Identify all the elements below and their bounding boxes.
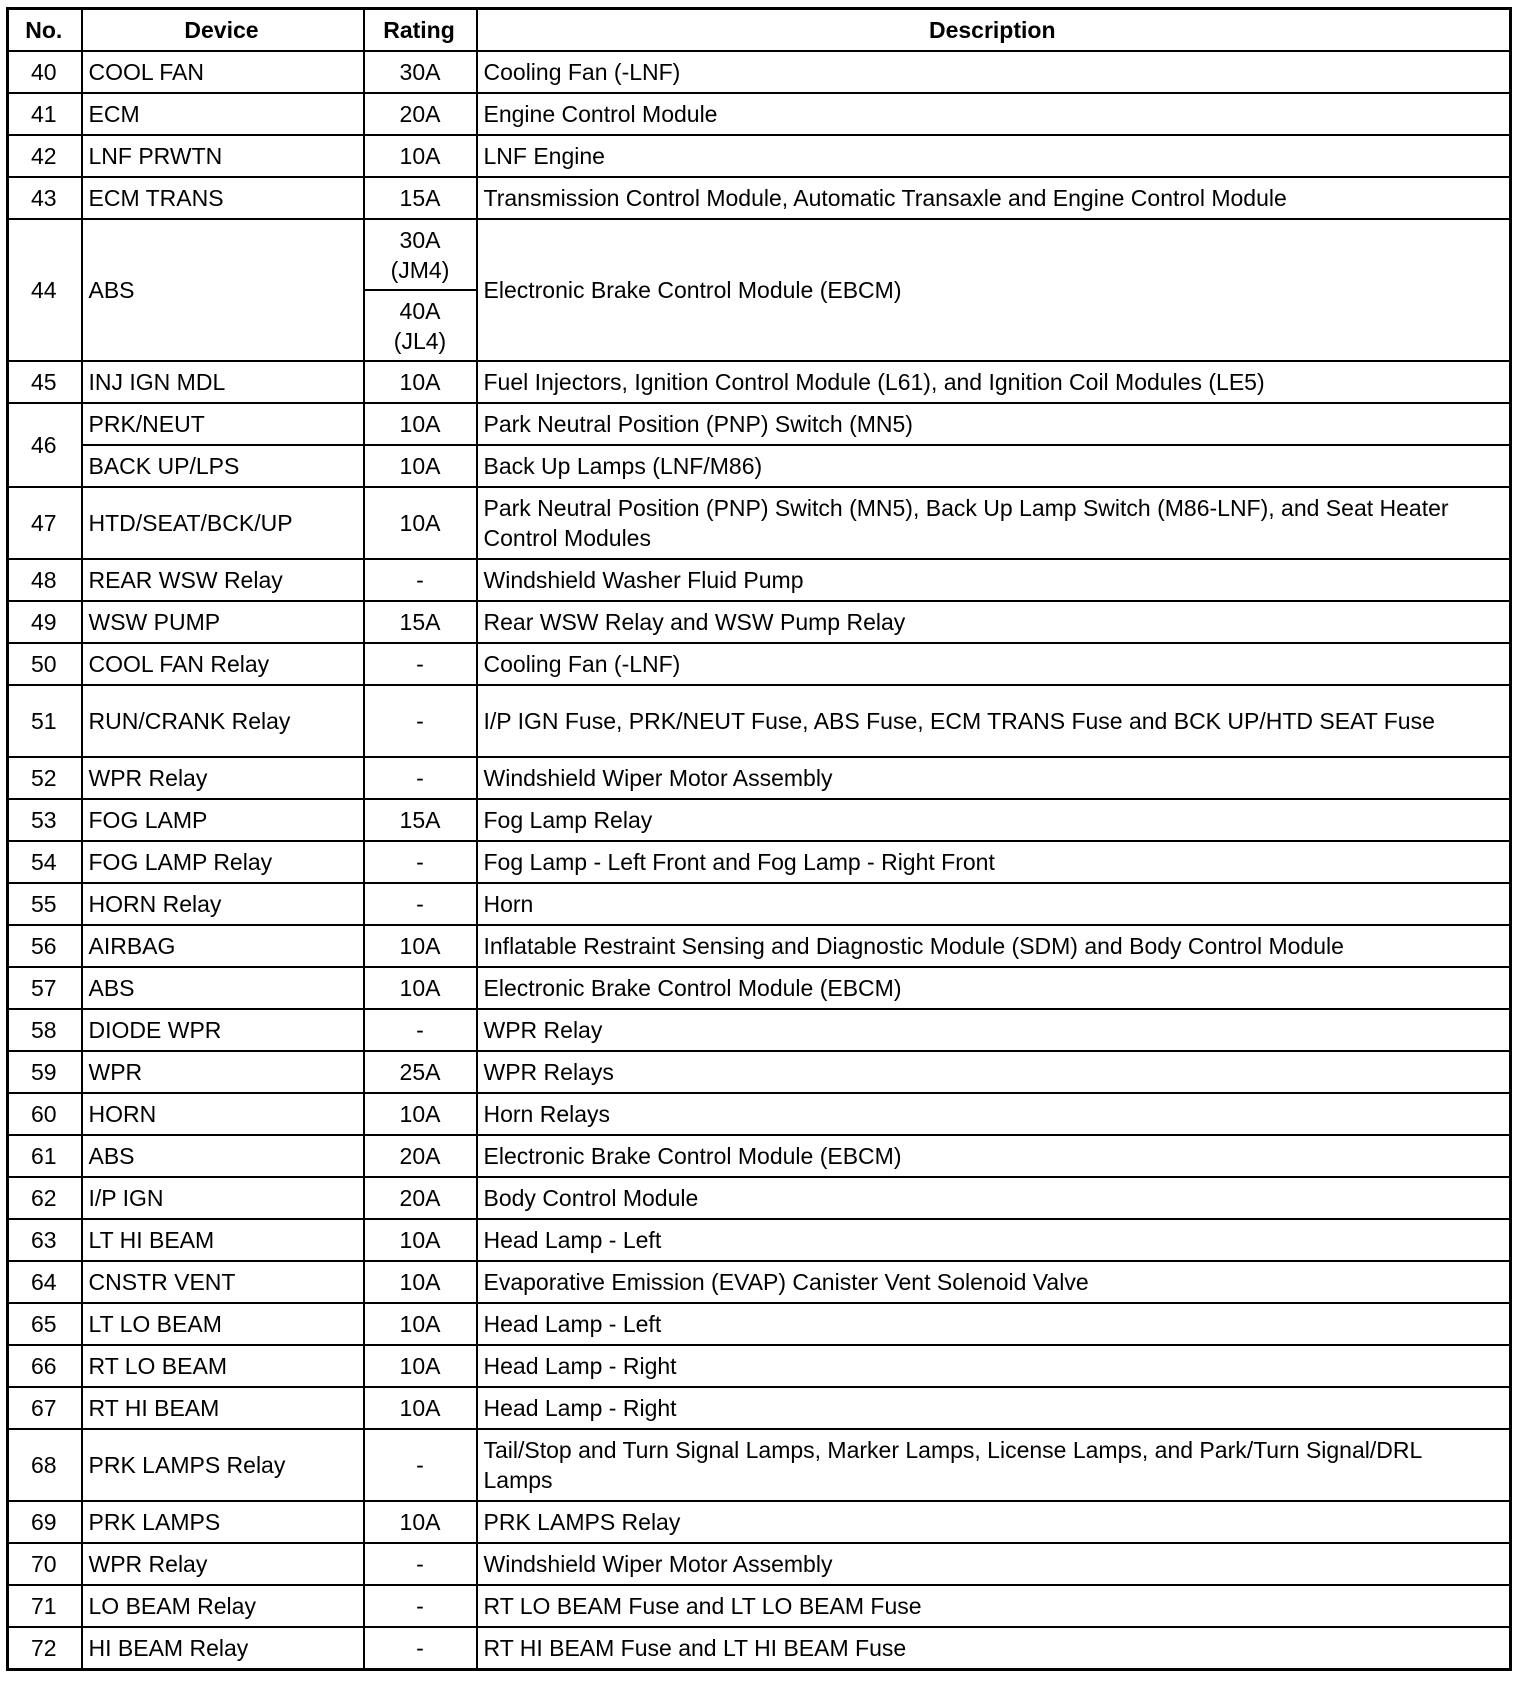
cell-device: AIRBAG: [82, 925, 364, 967]
cell-rating: -: [364, 883, 477, 925]
cell-rating: 10A: [364, 1501, 477, 1543]
cell-description: Windshield Wiper Motor Assembly: [477, 757, 1511, 799]
cell-no: 41: [8, 93, 82, 135]
cell-no: 44: [8, 219, 82, 361]
cell-rating: 15A: [364, 799, 477, 841]
cell-no: 67: [8, 1387, 82, 1429]
cell-rating: 30A: [364, 51, 477, 93]
table-row: [8, 135, 1511, 177]
cell-device: RUN/CRANK Relay: [82, 685, 364, 757]
cell-device: HORN Relay: [82, 883, 364, 925]
cell-description: Horn: [477, 883, 1511, 925]
cell-device: LO BEAM Relay: [82, 1585, 364, 1627]
table-row: [8, 925, 1511, 967]
cell-device: HORN: [82, 1093, 364, 1135]
cell-rating: 25A: [364, 1051, 477, 1093]
cell-device: ECM TRANS: [82, 177, 364, 219]
cell-device: INJ IGN MDL: [82, 361, 364, 403]
cell-no: 52: [8, 757, 82, 799]
cell-no: 47: [8, 487, 82, 559]
table-row: [8, 757, 1511, 799]
cell-rating: 15A: [364, 177, 477, 219]
cell-device: HTD/SEAT/BCK/UP: [82, 487, 364, 559]
table-row: [8, 1345, 1511, 1387]
cell-rating: -: [364, 1009, 477, 1051]
cell-rating: 10A: [364, 403, 477, 445]
table-row: [8, 1303, 1511, 1345]
cell-no: 60: [8, 1093, 82, 1135]
cell-rating: -: [364, 1627, 477, 1669]
table-row: [8, 1501, 1511, 1543]
cell-device: WPR Relay: [82, 1543, 364, 1585]
table-row: [8, 1429, 1511, 1501]
cell-description: Fog Lamp - Left Front and Fog Lamp - Right Front: [477, 841, 1511, 883]
cell-description: Fog Lamp Relay: [477, 799, 1511, 841]
cell-no: 69: [8, 1501, 82, 1543]
cell-no: 66: [8, 1345, 82, 1387]
cell-no: 71: [8, 1585, 82, 1627]
table-row: [8, 1627, 1511, 1669]
fuse-table: [6, 7, 1512, 1671]
cell-rating: -: [364, 841, 477, 883]
cell-description: Back Up Lamps (LNF/M86): [477, 445, 1511, 487]
cell-device: WSW PUMP: [82, 601, 364, 643]
table-row: [8, 51, 1511, 93]
cell-rating: 10A: [364, 487, 477, 559]
table-row: [8, 1177, 1511, 1219]
cell-device: ECM: [82, 93, 364, 135]
cell-description: Park Neutral Position (PNP) Switch (MN5), Back Up Lamp Switch (M86-LNF), and Seat Heater Control Modules: [477, 487, 1511, 559]
cell-device: COOL FAN: [82, 51, 364, 93]
table-row: [8, 967, 1511, 1009]
cell-description: Electronic Brake Control Module (EBCM): [477, 1135, 1511, 1177]
table-row: [8, 1219, 1511, 1261]
cell-device: PRK LAMPS Relay: [82, 1429, 364, 1501]
cell-device: WPR Relay: [82, 757, 364, 799]
cell-device: COOL FAN Relay: [82, 643, 364, 685]
table-row: [8, 1051, 1511, 1093]
table-row: [8, 361, 1511, 403]
cell-device: LNF PRWTN: [82, 135, 364, 177]
header-no: No.: [8, 9, 82, 52]
table-row: [8, 559, 1511, 601]
table-row: [8, 219, 1511, 290]
cell-rating: 20A: [364, 1177, 477, 1219]
cell-no: 49: [8, 601, 82, 643]
cell-description: RT LO BEAM Fuse and LT LO BEAM Fuse: [477, 1585, 1511, 1627]
cell-device: REAR WSW Relay: [82, 559, 364, 601]
cell-no: 58: [8, 1009, 82, 1051]
table-row: [8, 445, 1511, 487]
cell-no: 43: [8, 177, 82, 219]
cell-description: Head Lamp - Right: [477, 1345, 1511, 1387]
cell-rating: 10A: [364, 1219, 477, 1261]
cell-description: Horn Relays: [477, 1093, 1511, 1135]
cell-description: Electronic Brake Control Module (EBCM): [477, 967, 1511, 1009]
table-row: [8, 841, 1511, 883]
cell-device: RT HI BEAM: [82, 1387, 364, 1429]
table-row: [8, 177, 1511, 219]
header-row: [8, 9, 1511, 52]
cell-description: WPR Relay: [477, 1009, 1511, 1051]
cell-rating: -: [364, 1585, 477, 1627]
cell-no: 64: [8, 1261, 82, 1303]
cell-device: WPR: [82, 1051, 364, 1093]
cell-description: Cooling Fan (-LNF): [477, 643, 1511, 685]
cell-no: 48: [8, 559, 82, 601]
table-row: [8, 1543, 1511, 1585]
cell-description: PRK LAMPS Relay: [477, 1501, 1511, 1543]
cell-description: Inflatable Restraint Sensing and Diagnostic Module (SDM) and Body Control Module: [477, 925, 1511, 967]
cell-rating: -: [364, 643, 477, 685]
cell-description: Rear WSW Relay and WSW Pump Relay: [477, 601, 1511, 643]
cell-no: 68: [8, 1429, 82, 1501]
table-row: [8, 1135, 1511, 1177]
cell-no: 55: [8, 883, 82, 925]
cell-no: 62: [8, 1177, 82, 1219]
cell-no: 51: [8, 685, 82, 757]
cell-device: HI BEAM Relay: [82, 1627, 364, 1669]
cell-rating: 10A: [364, 1345, 477, 1387]
cell-description: Evaporative Emission (EVAP) Canister Vent Solenoid Valve: [477, 1261, 1511, 1303]
cell-rating: -: [364, 1429, 477, 1501]
cell-device: RT LO BEAM: [82, 1345, 364, 1387]
cell-no: 72: [8, 1627, 82, 1669]
cell-rating: 10A: [364, 925, 477, 967]
cell-description: LNF Engine: [477, 135, 1511, 177]
cell-device: PRK/NEUT: [82, 403, 364, 445]
cell-rating: 10A: [364, 967, 477, 1009]
cell-no: 42: [8, 135, 82, 177]
cell-device: FOG LAMP: [82, 799, 364, 841]
cell-description: Windshield Wiper Motor Assembly: [477, 1543, 1511, 1585]
table-row: [8, 1261, 1511, 1303]
table-row: [8, 487, 1511, 559]
table-row: [8, 685, 1511, 757]
cell-rating: 15A: [364, 601, 477, 643]
cell-no: 63: [8, 1219, 82, 1261]
cell-no: 65: [8, 1303, 82, 1345]
cell-description: Cooling Fan (-LNF): [477, 51, 1511, 93]
cell-description: RT HI BEAM Fuse and LT HI BEAM Fuse: [477, 1627, 1511, 1669]
cell-no: 54: [8, 841, 82, 883]
cell-device: ABS: [82, 967, 364, 1009]
header-device: Device: [82, 9, 364, 52]
cell-no: 56: [8, 925, 82, 967]
cell-device: LT LO BEAM: [82, 1303, 364, 1345]
table-row: [8, 1585, 1511, 1627]
cell-device: I/P IGN: [82, 1177, 364, 1219]
header-rating: Rating: [364, 9, 477, 52]
cell-no: 70: [8, 1543, 82, 1585]
cell-no: 40: [8, 51, 82, 93]
cell-no: 61: [8, 1135, 82, 1177]
cell-description: Fuel Injectors, Ignition Control Module (L61), and Ignition Coil Modules (LE5): [477, 361, 1511, 403]
cell-rating: 10A: [364, 1387, 477, 1429]
cell-description: WPR Relays: [477, 1051, 1511, 1093]
cell-device: CNSTR VENT: [82, 1261, 364, 1303]
cell-rating: -: [364, 559, 477, 601]
table-row: [8, 601, 1511, 643]
cell-description: Engine Control Module: [477, 93, 1511, 135]
cell-device: DIODE WPR: [82, 1009, 364, 1051]
cell-rating: -: [364, 757, 477, 799]
cell-description: Electronic Brake Control Module (EBCM): [477, 219, 1511, 361]
cell-description: Tail/Stop and Turn Signal Lamps, Marker Lamps, License Lamps, and Park/Turn Signal/DRL Lamps: [477, 1429, 1511, 1501]
cell-rating: -: [364, 685, 477, 757]
cell-rating: -: [364, 1543, 477, 1585]
cell-device: LT HI BEAM: [82, 1219, 364, 1261]
header-description: Description: [477, 9, 1511, 52]
cell-device: PRK LAMPS: [82, 1501, 364, 1543]
cell-rating: 10A: [364, 1261, 477, 1303]
table-row: [8, 93, 1511, 135]
cell-description: Windshield Washer Fluid Pump: [477, 559, 1511, 601]
cell-rating: 30A (JM4): [364, 219, 477, 290]
cell-description: Head Lamp - Left: [477, 1303, 1511, 1345]
cell-description: Head Lamp - Left: [477, 1219, 1511, 1261]
cell-description: I/P IGN Fuse, PRK/NEUT Fuse, ABS Fuse, ECM TRANS Fuse and BCK UP/HTD SEAT Fuse: [477, 685, 1511, 757]
table-row: [8, 403, 1511, 445]
cell-rating: 20A: [364, 1135, 477, 1177]
cell-device: ABS: [82, 1135, 364, 1177]
cell-device: BACK UP/LPS: [82, 445, 364, 487]
cell-description: Head Lamp - Right: [477, 1387, 1511, 1429]
cell-no: 45: [8, 361, 82, 403]
cell-rating: 10A: [364, 1303, 477, 1345]
table-row: [8, 1009, 1511, 1051]
cell-rating: 10A: [364, 361, 477, 403]
cell-no: 50: [8, 643, 82, 685]
cell-no: 46: [8, 403, 82, 487]
cell-no: 59: [8, 1051, 82, 1093]
cell-no: 53: [8, 799, 82, 841]
table-row: [8, 1093, 1511, 1135]
table-row: [8, 883, 1511, 925]
cell-description: Park Neutral Position (PNP) Switch (MN5): [477, 403, 1511, 445]
cell-rating: 20A: [364, 93, 477, 135]
cell-description: Body Control Module: [477, 1177, 1511, 1219]
cell-rating: 40A (JL4): [364, 290, 477, 361]
cell-rating: 10A: [364, 1093, 477, 1135]
table-row: [8, 799, 1511, 841]
cell-device: ABS: [82, 219, 364, 361]
cell-rating: 10A: [364, 135, 477, 177]
cell-no: 57: [8, 967, 82, 1009]
cell-description: Transmission Control Module, Automatic Transaxle and Engine Control Module: [477, 177, 1511, 219]
cell-rating: 10A: [364, 445, 477, 487]
table-row: [8, 1387, 1511, 1429]
table-row: [8, 643, 1511, 685]
cell-device: FOG LAMP Relay: [82, 841, 364, 883]
